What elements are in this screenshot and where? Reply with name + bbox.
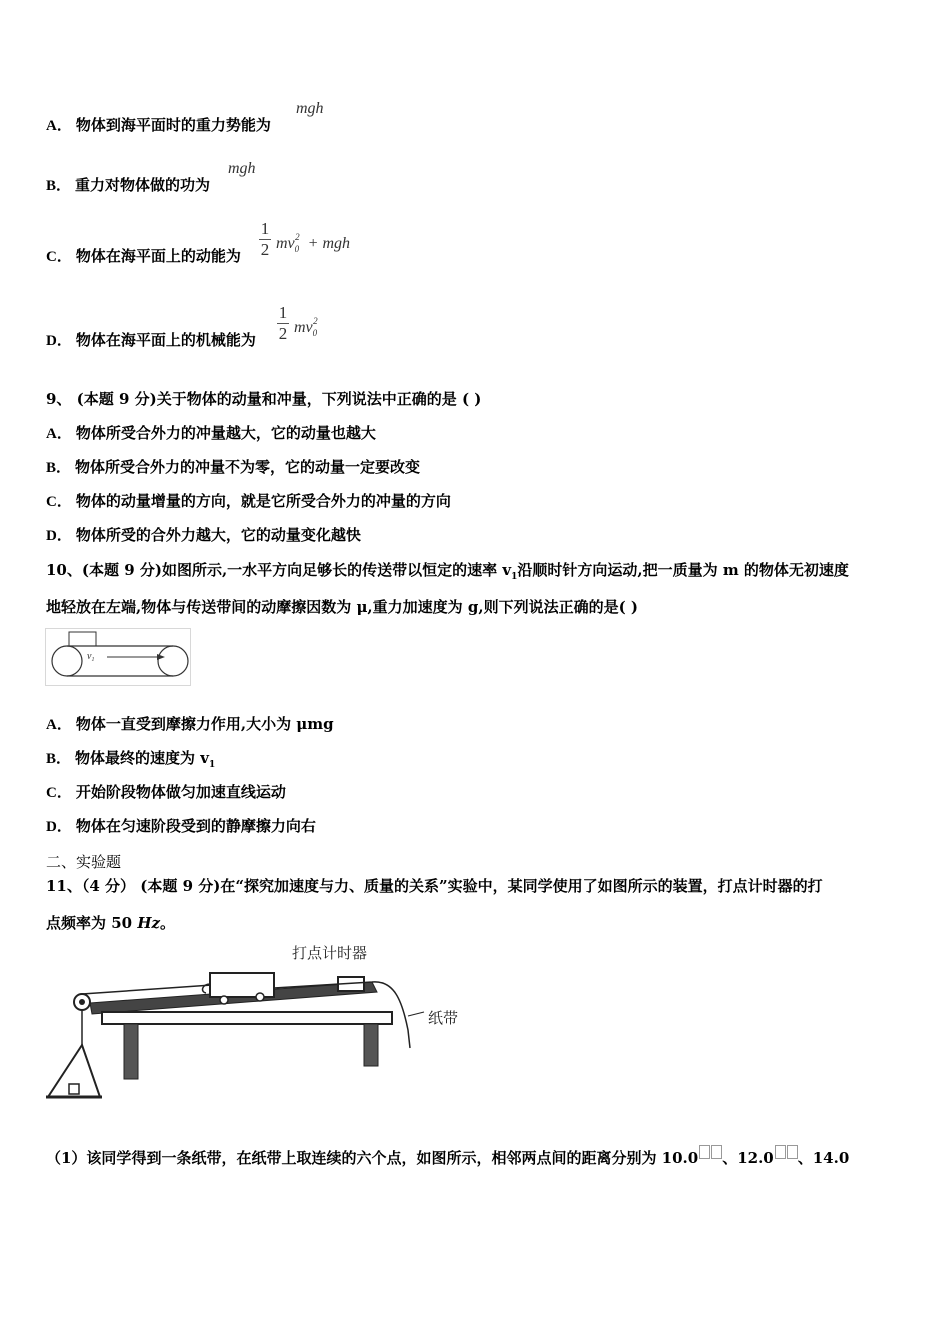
q8-option-b-label: B． (46, 178, 72, 194)
missing-glyph-icon (787, 1145, 798, 1159)
q8-option-a-label: A． (46, 118, 72, 134)
q10-option-d-label: D． (46, 819, 72, 835)
q10-option-c-label: C． (46, 785, 72, 801)
q9-option-c-label: C． (46, 494, 72, 510)
q8-option-c-sup: 2 (295, 232, 300, 242)
conveyor-belt-diagram (45, 628, 191, 686)
q9-option-d-text: 物体所受的合外力越大，它的动量变化越快 (75, 526, 361, 544)
q11-part1 (46, 1145, 849, 1168)
q8-option-b-text: 重力对物体做的功为 (75, 176, 211, 194)
conveyor-figure (45, 628, 191, 686)
q10-stem-line1 (46, 560, 849, 587)
q8-option-d-mv: mv (294, 319, 313, 336)
q8-option-b[interactable] (46, 175, 210, 196)
q9-option-c-text: 物体的动量增量的方向，就是它所受合外力的冲量的方向 (75, 492, 451, 510)
q8-option-a-math: mgh (296, 100, 324, 117)
q8-option-c[interactable] (46, 246, 241, 267)
q9-option-a-label: A． (46, 426, 72, 442)
q11-part1-pre: （1）该同学得到一条纸带，在纸带上取连续的六个点，如图所示，相邻两点间的距离分别为 10.0 (46, 1149, 699, 1167)
q10-stem-part1-tail: 沿顺时针方向运动,把一质量为 m 的物体无初速度 (517, 561, 849, 579)
q8-option-a-text: 物体到海平面时的重力势能为 (75, 116, 271, 134)
q11-stem-line2 (46, 913, 175, 933)
q9-option-b-label: B． (46, 460, 72, 476)
q8-option-c-denominator: 2 (260, 240, 270, 259)
q10-stem-part1: 10、(本题 9 分)如图所示,一水平方向足够长的传送带以恒定的速率 v (46, 561, 512, 579)
missing-glyph-icon (699, 1145, 710, 1159)
apparatus-diagram (42, 940, 482, 1105)
q10-option-a[interactable] (46, 714, 334, 735)
q10-option-b-text: 物体最终的速度为 v (75, 749, 209, 767)
q8-option-c-label: C． (46, 249, 72, 265)
q10-option-b[interactable] (46, 748, 215, 775)
q9-option-b[interactable] (46, 457, 420, 478)
q9-option-a-text: 物体所受合外力的冲量越大，它的动量也越大 (75, 424, 376, 442)
q11-stem-line1: 11、（4 分） (本题 9 分)在“探究加速度与力、质量的关系”实验中，某同学使用了如图所示的装置，打点计时器的打 (46, 877, 823, 895)
q8-option-c-numerator: 1 (260, 219, 270, 238)
q8-option-b-math: mgh (228, 160, 256, 177)
missing-glyph-icon (711, 1145, 722, 1159)
q8-option-d-sub: 0 (312, 328, 318, 338)
q8-option-d-label: D． (46, 333, 72, 349)
q10-stem-sub: 1 (511, 572, 518, 582)
conveyor-velocity-label: $v_1$ (87, 651, 95, 663)
missing-glyph-icon (775, 1145, 786, 1159)
q10-option-c[interactable] (46, 782, 286, 803)
apparatus-figure (42, 940, 482, 1105)
q11-part1-mid2: 、14.0 (797, 1149, 850, 1167)
q10-option-d-text: 物体在匀速阶段受到的静摩擦力向右 (75, 817, 316, 835)
q8-option-c-text: 物体在海平面上的动能为 (75, 247, 241, 265)
q10-option-d[interactable] (46, 816, 316, 837)
q10-option-b-label: B． (46, 751, 72, 767)
q8-option-c-math (276, 232, 350, 254)
q8-option-d-math (294, 316, 318, 338)
q9-option-d-label: D． (46, 528, 72, 544)
q8-option-c-fraction (259, 220, 271, 259)
q9-option-a[interactable] (46, 423, 376, 444)
q10-option-a-label: A． (46, 717, 72, 733)
q8-option-c-mv: mv (276, 235, 295, 252)
q10-stem-line2: 地轻放在左端,物体与传送带间的动摩擦因数为 μ,重力加速度为 g,则下列说法正确的是( ) (46, 598, 638, 616)
q8-option-d-numerator: 1 (278, 303, 288, 322)
q10-option-b-sub: 1 (208, 760, 216, 770)
q9-option-c[interactable] (46, 491, 451, 512)
q9-option-d[interactable] (46, 525, 361, 546)
q8-option-d-fraction (277, 304, 289, 343)
timer-label: 打点计时器 (292, 944, 368, 962)
tape-label: 纸带 (428, 1009, 459, 1027)
q8-option-c-tail: + mgh (307, 235, 351, 252)
q10-option-c-text: 开始阶段物体做匀加速直线运动 (75, 783, 286, 801)
q11-stem-unit: Hz (137, 914, 161, 932)
q8-option-a[interactable] (46, 115, 271, 136)
q10-option-a-text: 物体一直受到摩擦力作用,大小为 μmg (75, 715, 334, 733)
q8-option-d[interactable] (46, 330, 256, 351)
q8-option-d-denominator: 2 (278, 324, 288, 343)
q8-option-d-text: 物体在海平面上的机械能为 (75, 331, 256, 349)
q9-option-b-text: 物体所受合外力的冲量不为零，它的动量一定要改变 (75, 458, 421, 476)
q9-stem: 9、 (本题 9 分)关于物体的动量和冲量，下列说法中正确的是 ( ) (46, 390, 482, 408)
q11-stem-end: 。 (160, 914, 176, 932)
section-title: 二、实验题 (46, 853, 122, 871)
q8-option-c-sub: 0 (294, 244, 300, 254)
q8-option-d-sup: 2 (313, 316, 318, 326)
q11-part1-mid1: 、12.0 (722, 1149, 774, 1167)
q11-stem-frequency: 点频率为 50 (46, 914, 138, 932)
